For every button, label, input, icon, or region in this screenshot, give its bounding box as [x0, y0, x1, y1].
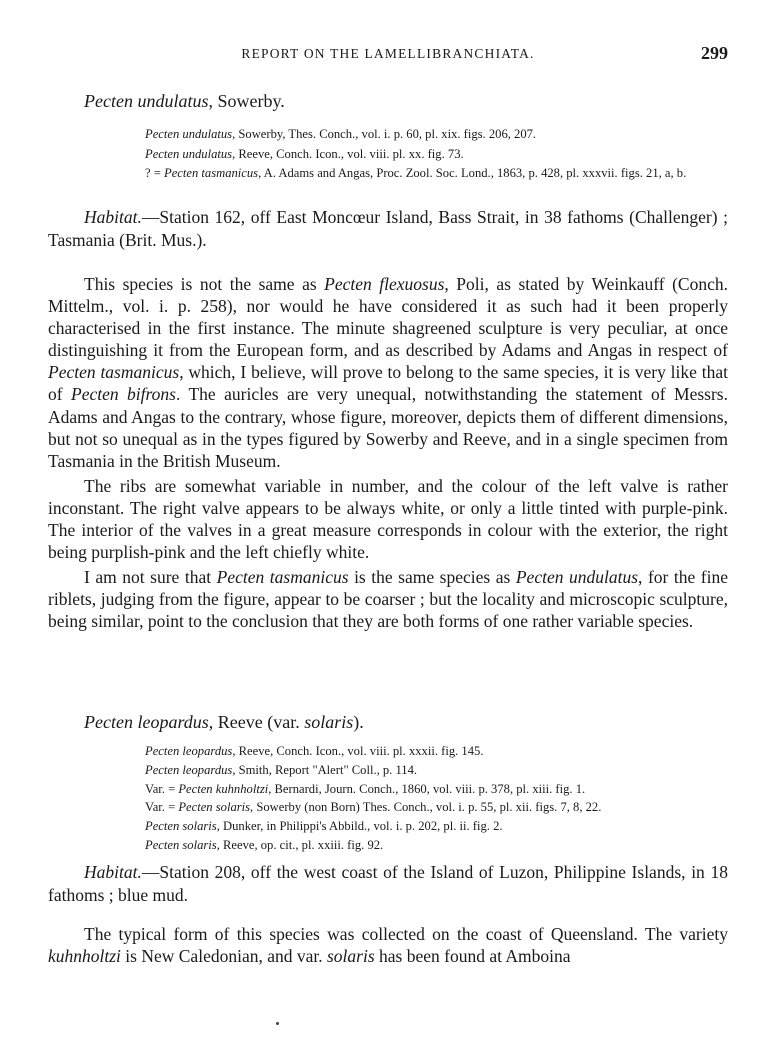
- synonym-ref: , Dunker, in Philippi's Abbild., vol. i. p. 202, pl. ii. fig. 2.: [216, 819, 503, 834]
- species-name: Pecten leopardus: [84, 712, 209, 732]
- text-run: , for the fine riblets, judging from the figure, appear to be coarser ; but the locality and microscopic sculpture, being similar, point to the conclusion that they are both forms of one rather variable species.: [48, 567, 728, 632]
- synonym-name: Pecten leopardus: [145, 744, 233, 758]
- species-author-end: ).: [353, 712, 364, 732]
- synonym-name: Pecten solaris: [145, 819, 217, 834]
- species-heading-leopardus: [84, 712, 364, 733]
- synonym-name: Pecten undulatus: [145, 127, 233, 141]
- variety-name: solaris: [304, 712, 354, 732]
- italic-run: Pecten undulatus: [515, 567, 639, 588]
- synonym-prefix: ? =: [145, 166, 164, 180]
- synonym-entry: [145, 836, 728, 855]
- discussion-undulatus: [48, 273, 728, 633]
- synonym-entry: [145, 145, 728, 165]
- text-run: , Poli, as stated by Weinkauff (Conch. Mittelm., vol. i. p. 258), nor would he have considered it as such had it been properly characterised in the first instance. The minute shagreened sculpture is very peculiar, at once distinguishing it from the European form, and as described by Adams and Angas in respect of: [48, 274, 728, 361]
- synonym-ref: , Reeve, Conch. Icon., vol. viii. pl. xx. fig. 73.: [232, 146, 464, 161]
- paragraph: [48, 923, 728, 967]
- synonymy-leopardus: [145, 742, 728, 855]
- text-run: is the same species as: [348, 567, 516, 588]
- synonym-ref: , Sowerby (non Born) Thes. Conch., vol. i. p. 55, pl. xii. figs. 7, 8, 22.: [250, 800, 602, 815]
- synonym-entry: [145, 742, 728, 761]
- text-run: has been found at Amboina: [374, 946, 571, 967]
- synonym-ref: , Sowerby, Thes. Conch., vol. i. p. 60, pl. xix. figs. 206, 207.: [232, 127, 537, 141]
- text-run: I am not sure that: [84, 567, 217, 588]
- text-run: . The auricles are very unequal, notwithstanding the statement of Messrs. Adams and Angas to the contrary, whose figure, moreover, depicts them of different dimensions, but not so unequal as in the types figured by Sowerby and Reeve, and in a single specimen from Tasmania in the British Museum.: [48, 384, 728, 471]
- habitat-leopardus: [48, 861, 728, 906]
- habitat-undulatus: [48, 206, 728, 251]
- synonym-ref: , Reeve, op. cit., pl. xxiii. fig. 92.: [216, 837, 384, 852]
- paragraph: [48, 566, 728, 632]
- running-header: [48, 43, 728, 70]
- synonym-name: Pecten kuhnholtzi: [178, 781, 269, 796]
- synonym-entry: [145, 780, 728, 799]
- synonym-entry: [145, 817, 728, 836]
- synonym-entry: [145, 761, 728, 780]
- italic-run: kuhnholtzi: [48, 946, 121, 967]
- synonym-entry: [145, 164, 728, 184]
- species-name: Pecten undulatus: [84, 91, 209, 111]
- synonym-name: Pecten leopardus: [145, 762, 233, 777]
- running-head-title: REPORT ON THE LAMELLIBRANCHIATA.: [241, 46, 535, 61]
- synonym-entry: [145, 125, 728, 145]
- synonym-ref: , Bernardi, Journ. Conch., 1860, vol. viii. p. 378, pl. xiii. fig. 1.: [268, 781, 586, 796]
- synonym-name: Pecten solaris: [178, 800, 251, 815]
- synonymy-undulatus: [145, 125, 728, 184]
- discussion-leopardus: [48, 923, 728, 967]
- text-run: The typical form of this species was collected on the coast of Queensland. The variety: [84, 924, 728, 944]
- text-run: , which, I believe, will prove to belong to the same species, it is very like that of: [48, 362, 729, 405]
- synonym-prefix: Var. =: [145, 800, 179, 815]
- synonym-name: Pecten solaris: [145, 837, 217, 852]
- paragraph: [48, 273, 728, 472]
- synonym-ref: , Smith, Report "Alert" Coll., p. 114.: [232, 762, 418, 777]
- text-run: is New Caledonian, and var.: [120, 946, 327, 967]
- synonym-prefix: Var. =: [145, 781, 179, 796]
- synonym-name: Pecten tasmanicus: [164, 166, 259, 180]
- italic-run: Pecten flexuosus: [324, 274, 445, 294]
- italic-run: solaris: [326, 946, 375, 967]
- page-number: 299: [701, 43, 728, 63]
- species-author: , Reeve (var.: [208, 712, 305, 732]
- habitat-text: —Station 162, off East Moncœur Island, Bass Strait, in 38 fathoms (Challenger) ; Tasmania (Brit. Mus.).: [48, 207, 728, 250]
- species-heading-undulatus: [84, 91, 285, 112]
- habitat-label: Habitat.: [84, 862, 142, 882]
- italic-run: Pecten bifrons: [71, 384, 176, 405]
- species-author: , Sowerby.: [208, 91, 285, 111]
- page: [48, 0, 728, 1050]
- paragraph: The ribs are somewhat variable in number, and the colour of the left valve is rather inconstant. The right valve appears to be always white, or only a little tinted with purple-pink. The interior of the valves in a great measure corresponds in colour with the exterior, the right being purplish-pink and the left chiefly white.: [48, 475, 728, 563]
- synonym-entry: [145, 798, 728, 817]
- synonym-name: Pecten undulatus: [145, 146, 233, 161]
- habitat-label: Habitat.: [84, 207, 142, 227]
- habitat-text: —Station 208, off the west coast of the Island of Luzon, Philippine Islands, in 18 fathoms ; blue mud.: [48, 862, 728, 905]
- synonym-ref: , Reeve, Conch. Icon., vol. viii. pl. xxxii. fig. 145.: [232, 744, 484, 758]
- text-run: This species is not the same as: [84, 274, 325, 294]
- italic-run: Pecten tasmanicus: [48, 362, 180, 383]
- print-speck: [276, 1022, 279, 1025]
- synonym-ref: , A. Adams and Angas, Proc. Zool. Soc. Lond., 1863, p. 428, pl. xxxvii. figs. 21, a, b.: [258, 166, 687, 180]
- italic-run: Pecten tasmanicus: [216, 567, 349, 588]
